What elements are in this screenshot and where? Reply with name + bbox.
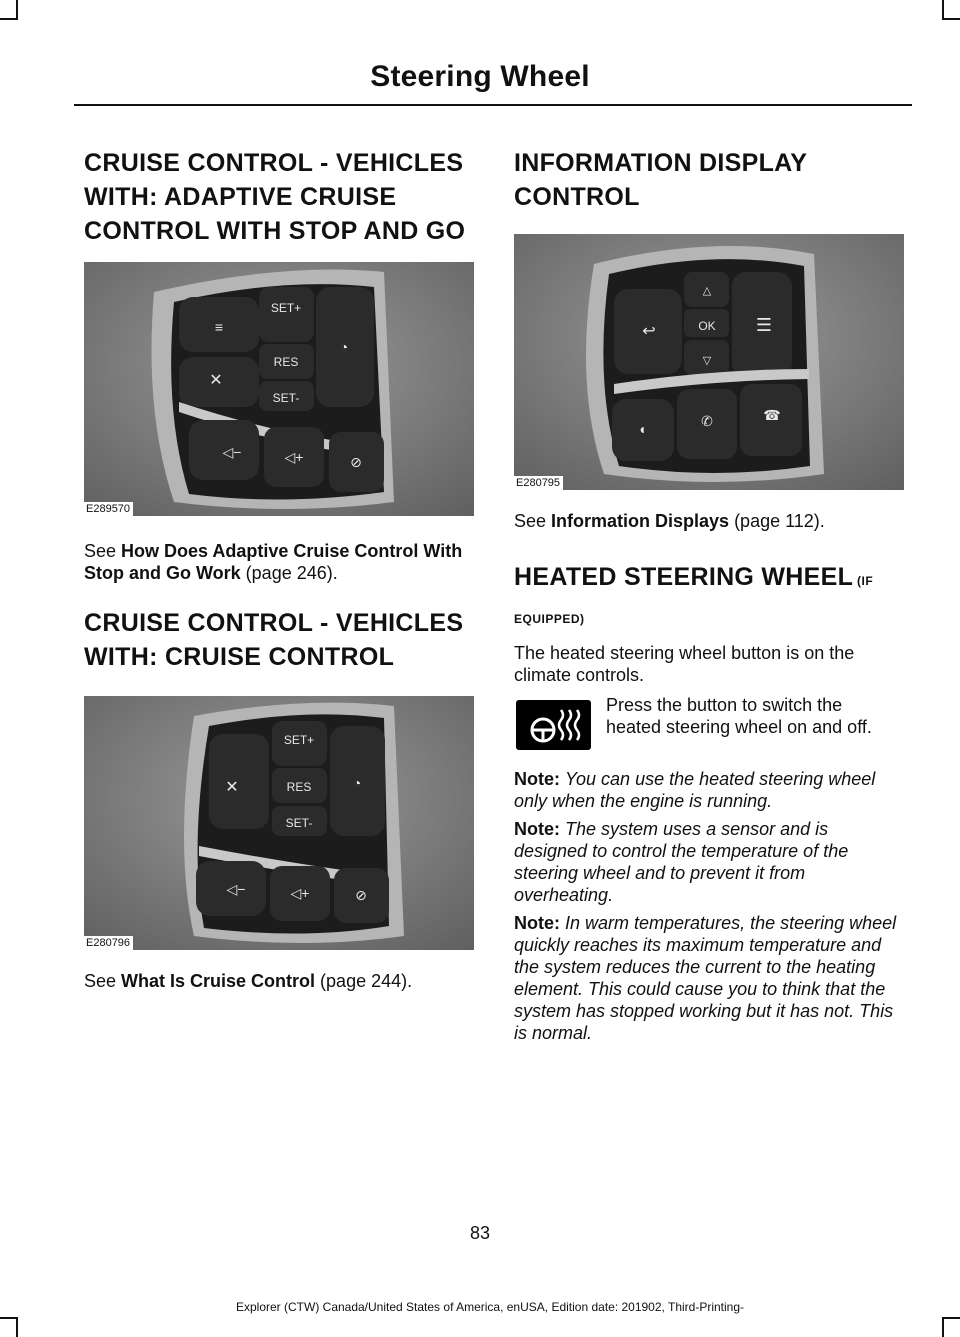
info-see-reference: See Information Displays (page 112). (514, 511, 825, 531)
note-2: Note: The system uses a sensor and is designed to control the temperature of the steering wheel and to prevent it from overheating. (514, 819, 849, 905)
heated-heading: HEATED STEERING WHEEL (IF EQUIPPED) (514, 563, 874, 626)
volume-down-icon: ◁− (226, 881, 246, 897)
crop-mark (942, 1317, 944, 1337)
info-see-link[interactable]: Information Displays (551, 511, 730, 531)
crop-mark (0, 1317, 18, 1319)
heated-icon-description: Press the button to switch the heated steering wheel on and off. (606, 695, 872, 737)
page-footer: Explorer (CTW) Canada/United States of America, enUSA, Edition date: 201902, Third-Printing- (235, 1300, 745, 1314)
ok-label: OK (698, 319, 716, 333)
acc-see-link[interactable]: How Does Adaptive Cruise Control With Stop and Go Work (84, 541, 463, 583)
info-heading: INFORMATION DISPLAY CONTROL (514, 149, 808, 211)
acc-heading: CRUISE CONTROL - VEHICLES WITH: ADAPTIVE CRUISE CONTROL WITH STOP AND GO (84, 149, 466, 245)
cancel-icon: ✕ (225, 779, 239, 796)
up-arrow-icon: △ (702, 285, 712, 297)
set-minus-label: SET- (272, 391, 300, 405)
info-display-controls-image (514, 234, 904, 490)
note-1: Note: You can use the heated steering wheel only when the engine is running. (514, 769, 876, 811)
crop-mark (942, 1317, 960, 1319)
crop-mark (16, 0, 18, 20)
cc-steering-controls-image (84, 696, 474, 950)
heated-steering-wheel-icon (516, 700, 591, 750)
image-code: E280796 (84, 936, 133, 950)
acc-steering-controls-image (84, 262, 474, 516)
note-3: Note: In warm temperatures, the steering wheel quickly reaches its maximum temperature and the system reduces the current to the heating element. This could cause you to think that the system has stopped working but it has not. This is normal. (514, 913, 897, 1043)
acc-see-reference: See How Does Adaptive Cruise Control With Stop and Go Work (page 246). (84, 541, 463, 583)
cc-see-reference: See What Is Cruise Control (page 244). (84, 971, 413, 991)
set-plus-label: SET+ (270, 301, 302, 315)
cancel-icon: ✕ (209, 372, 223, 389)
page-title: Steering Wheel (370, 60, 590, 93)
set-plus-label: SET+ (283, 733, 315, 747)
volume-up-icon: ◁+ (290, 885, 310, 901)
res-label: RES (286, 780, 312, 794)
image-code: E289570 (84, 502, 133, 516)
mute-icon: ⊘ (350, 454, 362, 470)
crop-mark (942, 18, 960, 20)
res-label: RES (273, 355, 299, 369)
cc-heading: CRUISE CONTROL - VEHICLES WITH: CRUISE CONTROL (84, 609, 464, 671)
crop-mark (0, 18, 18, 20)
crop-mark (942, 0, 944, 20)
volume-up-icon: ◁+ (284, 449, 304, 465)
cruise-on-icon: ◔ (352, 775, 362, 791)
down-arrow-icon: ▽ (702, 355, 712, 367)
heated-intro: The heated steering wheel button is on the climate controls. (514, 643, 855, 685)
volume-down-icon: ◁− (222, 444, 242, 460)
header-divider (74, 104, 912, 106)
voice-command-icon: ◖ (637, 421, 647, 437)
page-number: 83 (469, 1223, 491, 1243)
menu-icon: ☰ (755, 315, 773, 335)
crop-mark (16, 1317, 18, 1337)
gap-icon: ≡ (214, 319, 224, 335)
cc-see-link[interactable]: What Is Cruise Control (121, 971, 316, 991)
cruise-on-icon: ◔ (339, 339, 349, 355)
image-code: E280795 (514, 476, 563, 490)
back-icon: ↩ (642, 323, 656, 340)
end-call-next-icon: ☎ (763, 407, 781, 423)
set-minus-label: SET- (285, 816, 313, 830)
call-previous-icon: ✆ (701, 413, 713, 429)
mute-icon: ⊘ (355, 887, 367, 903)
